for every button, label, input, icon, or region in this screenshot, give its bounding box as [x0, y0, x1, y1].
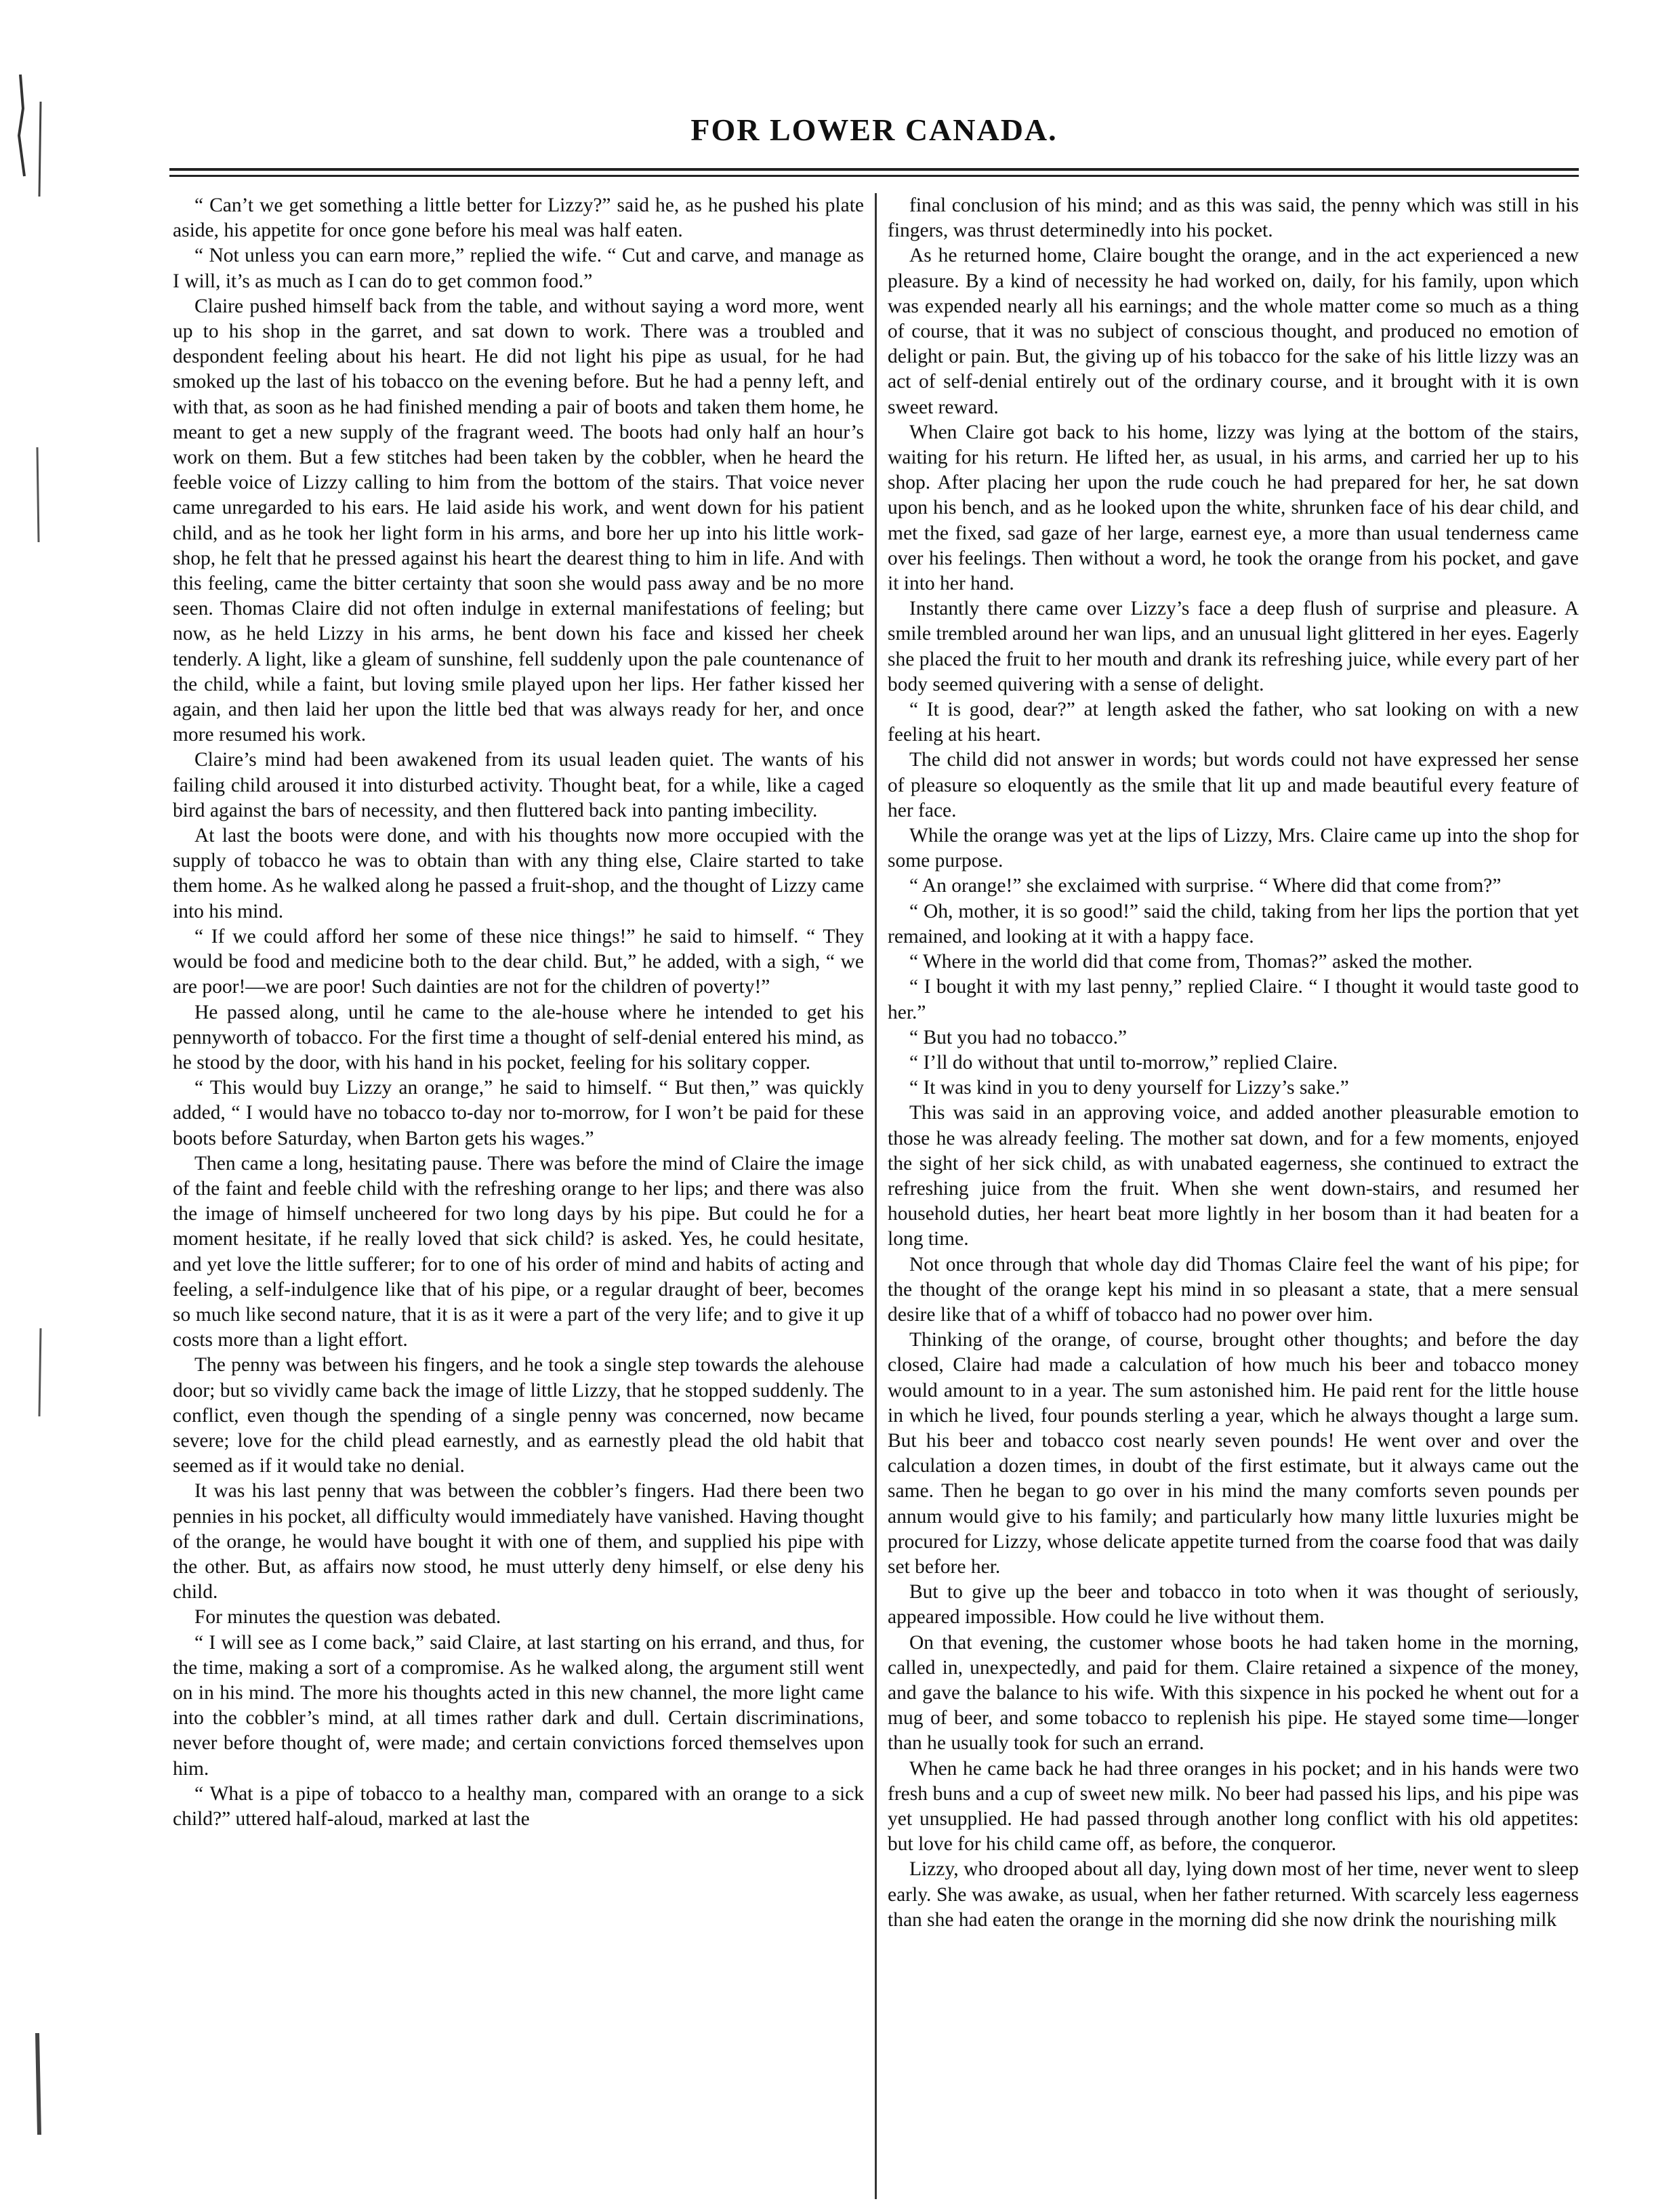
header-rule-thin — [169, 175, 1579, 177]
paragraph: Not once through that whole day did Thomas Claire feel the want of his pipe; for the thought of the orange kept his mind in so pleasant a state, that a mere sensual desire like that of a whiff of tobacco had no power over him. — [888, 1253, 1579, 1326]
paragraph: For minutes the question was debated. — [194, 1606, 501, 1629]
paragraph: “ Oh, mother, it is so good!” said the child, taking from her lips the portion that yet remained, and looking at it with a happy face. — [888, 900, 1579, 947]
paragraph: “ I will see as I come back,” said Claire, at last starting on his errand, and thus, for the time, making a sort of a compromise. As he walked along, the argument still went on in his mind. The more his thoughts acted in this new channel, the more light came into the cobbler’s mind, at all times rather dark and dull. Certain discriminations, never before thought of, were made; and certain convictions forced themselves upon him. — [173, 1631, 864, 1780]
paragraph: As he returned home, Claire bought the orange, and in the act experienced a new pleasure. By a kind of necessity he had worked on, daily, for his family, upon which was expended nearly all his earnings; and the whole matter come so much as a thing of course, that it was no subject of conscious thought, and produced no emotion of delight or pain. But, the giving up of his tobacco for the sake of his little lizzy was an act of self-denial entirely out of the ordinary course, and it brought with it is own sweet reward. — [888, 245, 1579, 418]
paragraph: Then came a long, hesitating pause. There was before the mind of Claire the image of the faint and feeble child with the refreshing orange to her lips; and there was also the image of himself uncheered for two long days by his pipe. But could he for a moment hesitate, if he really loved that sick child? is asked. Yes, he could hesitate, and yet love the little sufferer; for to one of his order of mind and habits of acting and feeling, a self-indulgence like that of his pipe, or a regular draught of beer, becomes so much like second nature, that it is as it were a part of the very life; and to give it up costs more than a light effort. — [173, 1152, 864, 1351]
paragraph: “ But you had no tobacco.” — [909, 1026, 1128, 1048]
paragraph: “ Not unless you can earn more,” replied the wife. “ Cut and carve, and manage as I will, it’s as much as I can do to get common food.” — [173, 245, 864, 292]
paragraph: This was said in an approving voice, and added another pleasurable emotion to those he was already feeling. The mother sat down, and for a few moments, enjoyed the sight of her sick child, as with unabated eagerness, she continued to extract the refreshing juice from the fruit. When she went down-stairs, and resumed her household duties, her heart beat more lightly in her bosom than it had beaten for a long time. — [888, 1102, 1579, 1250]
text-columns — [173, 193, 1579, 2199]
paragraph: Lizzy, who drooped about all day, lying down most of her time, never went to sleep early. She was awake, as usual, when her father returned. With scarcely less eagerness than she had eaten the orange in the morning did she now drink the nourishing milk — [888, 1858, 1579, 1931]
paragraph: While the orange was yet at the lips of Lizzy, Mrs. Claire came up into the shop for some purpose. — [888, 825, 1579, 872]
paragraph: Claire’s mind had been awakened from its usual leaden quiet. The wants of his failing child aroused it into disturbed activity. Thought beat, for a while, like a caged bird against the bars of necessity, and then fluttered back into panting imbecility. — [173, 749, 864, 821]
paragraph: “ Where in the world did that come from, Thomas?” asked the mother. — [909, 951, 1473, 973]
paragraph: When Claire got back to his home, lizzy was lying at the bottom of the stairs, waiting for his return. He lifted her, as usual, in his arms, and carried her up to his shop. After placing her upon the rude couch he had prepared for her, he sat down upon his bench, and as he looked upon the white, shrunken face of his dear child, and met the fixed, sad gaze of her large, earnest eye, a more than usual tenderness came over his feelings. Then without a word, he took the orange from his pocket, and gave it into her hand. — [888, 421, 1579, 595]
paragraph: But to give up the beer and tobacco in toto when it was thought of seriously, appeared impossible. How could he live without them. — [888, 1581, 1579, 1629]
paragraph: “ Can’t we get something a little better for Lizzy?” said he, as he pushed his plate aside, his appetite for once gone before his meal was half eaten. — [173, 194, 864, 242]
paragraph: “ I bought it with my last penny,” replied Claire. “ I thought it would taste good to her.” — [888, 976, 1579, 1023]
column-divider — [875, 193, 877, 2199]
paragraph: “ It is good, dear?” at length asked the father, who sat looking on with a new feeling at his heart. — [888, 699, 1579, 746]
left-column — [173, 193, 864, 2199]
paragraph: Claire pushed himself back from the table, and without saying a word more, went up to his shop in the garret, and sat down to work. There was a troubled and despondent feeling about his heart. He did not light his pipe as usual, for he had smoked up the last of his tobacco on the evening before. But he had a penny left, and with that, as soon as he had finished mending a pair of boots and taken them home, he meant to get a new supply of the fragrant weed. The boots had only half an hour’s work on them. But a few stitches had been taken by the cobbler, when he heard the feeble voice of Lizzy calling to him from the bottom of the stairs. That voice never came unregarded to his ears. He laid aside his work, and went down for his patient child, and as he took her light form in his arms, and bore her up into his little work-shop, he felt that he pressed against his heart the dearest thing to him in life. And with this feeling, came the bitter certainty that soon she would pass away and be no more seen. Thomas Claire did not often indulge in external manifestations of feeling; but now, as he held Lizzy in his arms, he bent down his face and kissed her cheek tenderly. A light, like a gleam of sunshine, fell suddenly upon the pale countenance of the child, while a faint, but loving smile played upon her lips. Her father kissed her again, and then laid her upon the little bed that was always ready for her, and once more resumed his work. — [173, 295, 864, 746]
paragraph: He passed along, until he came to the ale-house where he intended to get his pennyworth of tobacco. For the first time a thought of self-denial entered his mind, as he stood by the door, with his hand in his pocket, feeling for his solitary copper. — [173, 1001, 864, 1073]
paragraph: “ If we could afford her some of these nice things!” he said to himself. “ They would be food and medicine both to the dear child. But,” he added, with a sigh, “ we are poor!—we are poor! Such dainties are not for the children of poverty!” — [173, 925, 864, 998]
paragraph: On that evening, the customer whose boots he had taken home in the morning, called in, unexpectedly, and paid for them. Claire retained a sixpence of the money, and gave the balance to his wife. With this sixpence in his pocked he whent out for a mug of beer, and some tobacco to replenish his pipe. He stayed some time—longer than he usually took for such an errand. — [888, 1631, 1579, 1755]
paragraph: “ I’ll do without that until to-morrow,” replied Claire. — [909, 1051, 1338, 1073]
page-header: FOR LOWER CANADA. — [690, 112, 1058, 147]
paragraph: “ It was kind in you to deny yourself for Lizzy’s sake.” — [909, 1077, 1349, 1099]
paragraph: It was his last penny that was between the cobbler’s fingers. Had there been two pennies in his pocket, all difficulty would immediately have vanished. Having thought of the orange, he would have bought it with one of them, and supplied his pipe with the other. But, as affairs now stood, he must utterly deny himself, or else deny his child. — [173, 1480, 864, 1603]
header-rule-thick — [169, 168, 1579, 171]
paragraph: At last the boots were done, and with his thoughts now more occupied with the supply of tobacco he was to obtain than with any thing else, Claire started to take them home. As he walked along he passed a fruit-shop, and the thought of Lizzy came into his mind. — [173, 825, 864, 922]
paragraph: final conclusion of his mind; and as this was said, the penny which was still in his fingers, was thrust determinedly into his pocket. — [888, 194, 1579, 242]
page-edge-marks — [0, 0, 81, 2212]
paragraph: Instantly there came over Lizzy’s face a deep flush of surprise and pleasure. A smile trembled around her wan lips, and an unusual light glittered in her eyes. Eagerly she placed the fruit to her mouth and drank its refreshing juice, while every part of her body seemed quivering with a sense of delight. — [888, 598, 1579, 695]
paragraph: The penny was between his fingers, and he took a single step towards the alehouse door; but so vividly came back the image of little Lizzy, that he stopped suddenly. The conflict, even though the spending of a single penny was concerned, now became severe; love for the child plead earnestly, and as earnestly plead the old habit that seemed as if it would take no denial. — [173, 1354, 864, 1477]
paragraph: When he came back he had three oranges in his pocket; and in his hands were two fresh buns and a cup of sweet new milk. No beer had passed his lips, and his pipe was yet unsupplied. He had passed through another long conflict with his old appetites: but love for his child came off, as before, the conqueror. — [888, 1757, 1579, 1856]
paragraph: The child did not answer in words; but words could not have expressed her sense of pleasure so eloquently as the smile that lit up and made beautiful every feature of her face. — [888, 749, 1579, 821]
paragraph: “ This would buy Lizzy an orange,” he said to himself. “ But then,” was quickly added, “ I would have no tobacco to-day nor to-morrow, for I won’t be paid for these boots before Saturday, when Barton gets his wages.” — [173, 1077, 864, 1149]
paragraph: “ What is a pipe of tobacco to a healthy man, compared with an orange to a sick child?” uttered half-aloud, marked at last the — [173, 1782, 864, 1830]
paragraph: Thinking of the orange, of course, brought other thoughts; and before the day closed, Claire had made a calculation of how much his beer and tobacco money would amount to in a year. The sum astonished him. He paid rent for the little house in which he lived, four pounds sterling a year, which he always thought a large sum. But his beer and tobacco cost nearly seven pounds! He went over and over the calculation a dozen times, in doubt of the first estimate, but it always came out the same. Then he began to go over in his mind the many comforts seven pounds per annum would give to his family; and particularly how many little luxuries might be procured for Lizzy, whose delicate appetite turned from the coarse food that was daily set before her. — [888, 1329, 1579, 1578]
right-column — [888, 193, 1579, 2199]
paragraph: “ An orange!” she exclaimed with surprise. “ Where did that come from?” — [909, 875, 1502, 897]
